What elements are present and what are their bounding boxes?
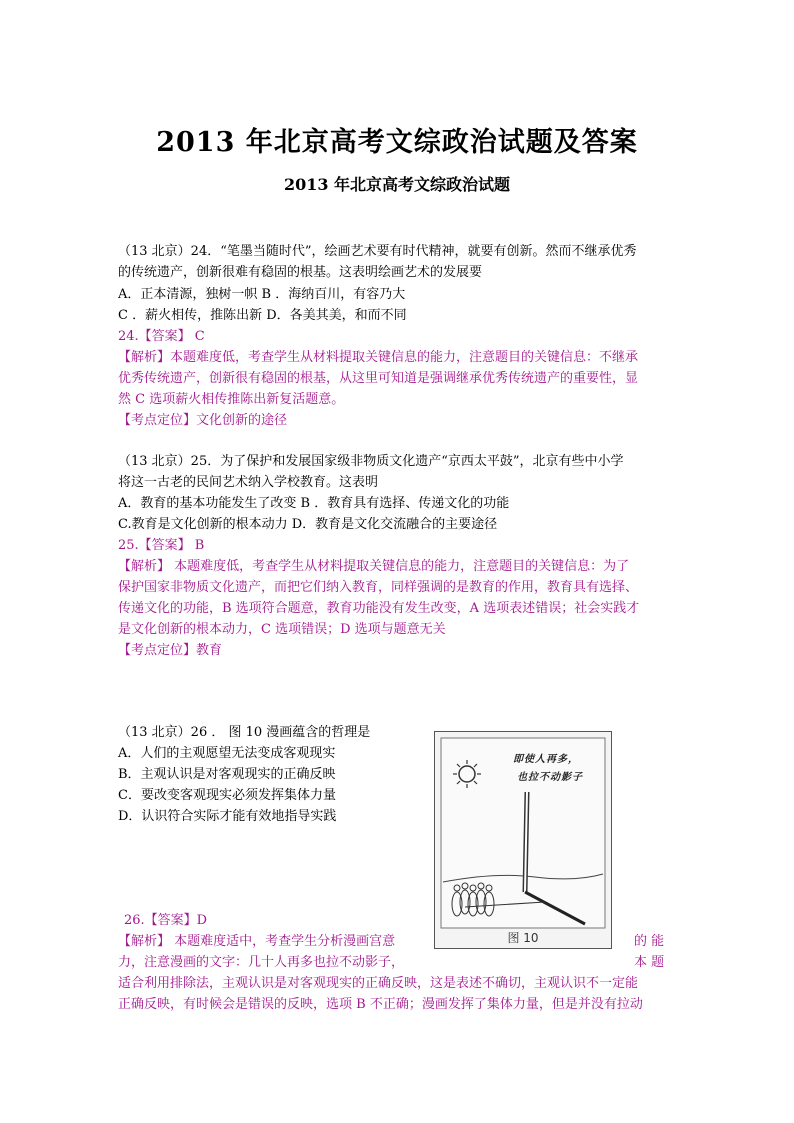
q26-analysis-line2: 力，注意漫画的文字：几十人再多也拉不动影子， [118, 955, 405, 970]
q25-stem-line2: 将这一古老的民间艺术纳入学校教育。这表明 [118, 475, 379, 490]
q25-analysis-line1: 【解析】 本题难度低，考查学生从材料提取关键信息的能力，注意题目的关键信息：为了 [118, 559, 630, 574]
q25-analysis-line3: 传递文化的功能，B 选项符合题意，教育功能没有发生改变，A 选项表述错误；社会实践才 [118, 601, 640, 616]
q24-options-ab: A．正本清源，独树一帜 B ．海纳百川，有容乃大 [118, 287, 406, 302]
q24-options-cd: C ．薪火相传，推陈出新 D．各美其美，和而不同 [118, 308, 407, 323]
q26-answer: 26.【答案】D [124, 913, 208, 928]
q25-analysis-line4: 是文化创新的根本动力，C 选项错误；D 选项与题意无关 [118, 622, 446, 637]
q24-answer: 24.【答案】 C [118, 329, 205, 344]
comic-caption: 图 10 [507, 931, 539, 945]
q24-stem-line2: 的传统遗产，创新很难有稳固的根基。这表明绘画艺术的发展要 [118, 265, 483, 280]
q25-options-ab: A．教育的基本功能发生了改变 B ．教育具有选择、传递文化的功能 [118, 496, 510, 511]
page-title: 2013 年北京高考文综政治试题及答案 [156, 127, 638, 158]
q26-option-a: A．人们的主观愿望无法变成客观现实 [118, 746, 336, 761]
q24-stem-line1: （13 北京）24．“笔墨当随时代”，绘画艺术要有时代精神，就要有创新。然而不继承优秀 [118, 244, 637, 259]
q24-knowledge-point: 【考点定位】文化创新的途径 [118, 413, 288, 428]
q26-analysis-line4: 正确反映，有时候会是错误的反映，选项 B 不正确；漫画发挥了集体力量，但是并没有拉动 [118, 997, 643, 1012]
q26-analysis-line2-right: 本 题 [634, 955, 665, 970]
q25-answer: 25.【答案】 B [118, 538, 205, 553]
comic-text-line1: 即使人再多， [513, 754, 579, 765]
q26-analysis-line3: 适合利用排除法，主观认识是对客观现实的正确反映，这是表述不确切，主观认识不一定能 [118, 976, 639, 991]
q24-analysis-line2: 优秀传统遗产，创新很有稳固的根基，从这里可知道是强调继承优秀传统遗产的重要性，显 [118, 371, 639, 386]
q26-option-d: D．认识符合实际才能有效地指导实践 [118, 809, 337, 824]
q26-stem: （13 北京）26 ． 图 10 漫画蕴含的哲理是 [118, 725, 371, 740]
page-subtitle: 2013 年北京高考文综政治试题 [283, 175, 511, 194]
q25-knowledge-point: 【考点定位】教育 [118, 643, 223, 658]
comic-figure-10 [434, 731, 612, 949]
q26-option-b: B．主观认识是对客观现实的正确反映 [118, 767, 336, 782]
comic-text-line2: 也拉不动影子 [517, 772, 583, 783]
q25-analysis-line2: 保护国家非物质文化遗产，而把它们纳入教育，同样强调的是教育的作用，教育具有选择、 [118, 580, 639, 595]
q26-analysis-line1-right: 的 能 [634, 934, 665, 949]
q24-analysis-line3: 然 C 选项薪火相传推陈出新复活题意。 [118, 392, 345, 407]
q26-option-c: C．要改变客观现实必须发挥集体力量 [118, 788, 336, 803]
q25-stem-line1: （13 北京）25．为了保护和发展国家级非物质文化遗产“京西太平鼓”，北京有些中小学 [118, 454, 624, 469]
q24-analysis-line1: 【解析】本题难度低，考查学生从材料提取关键信息的能力，注意题目的关键信息：不继承 [118, 350, 639, 365]
q25-options-cd: C.教育是文化创新的根本动力 D．教育是文化交流融合的主要途径 [118, 517, 498, 532]
q26-analysis-line1: 【解析】 本题难度适中，考查学生分析漫画宫意 [118, 934, 396, 949]
